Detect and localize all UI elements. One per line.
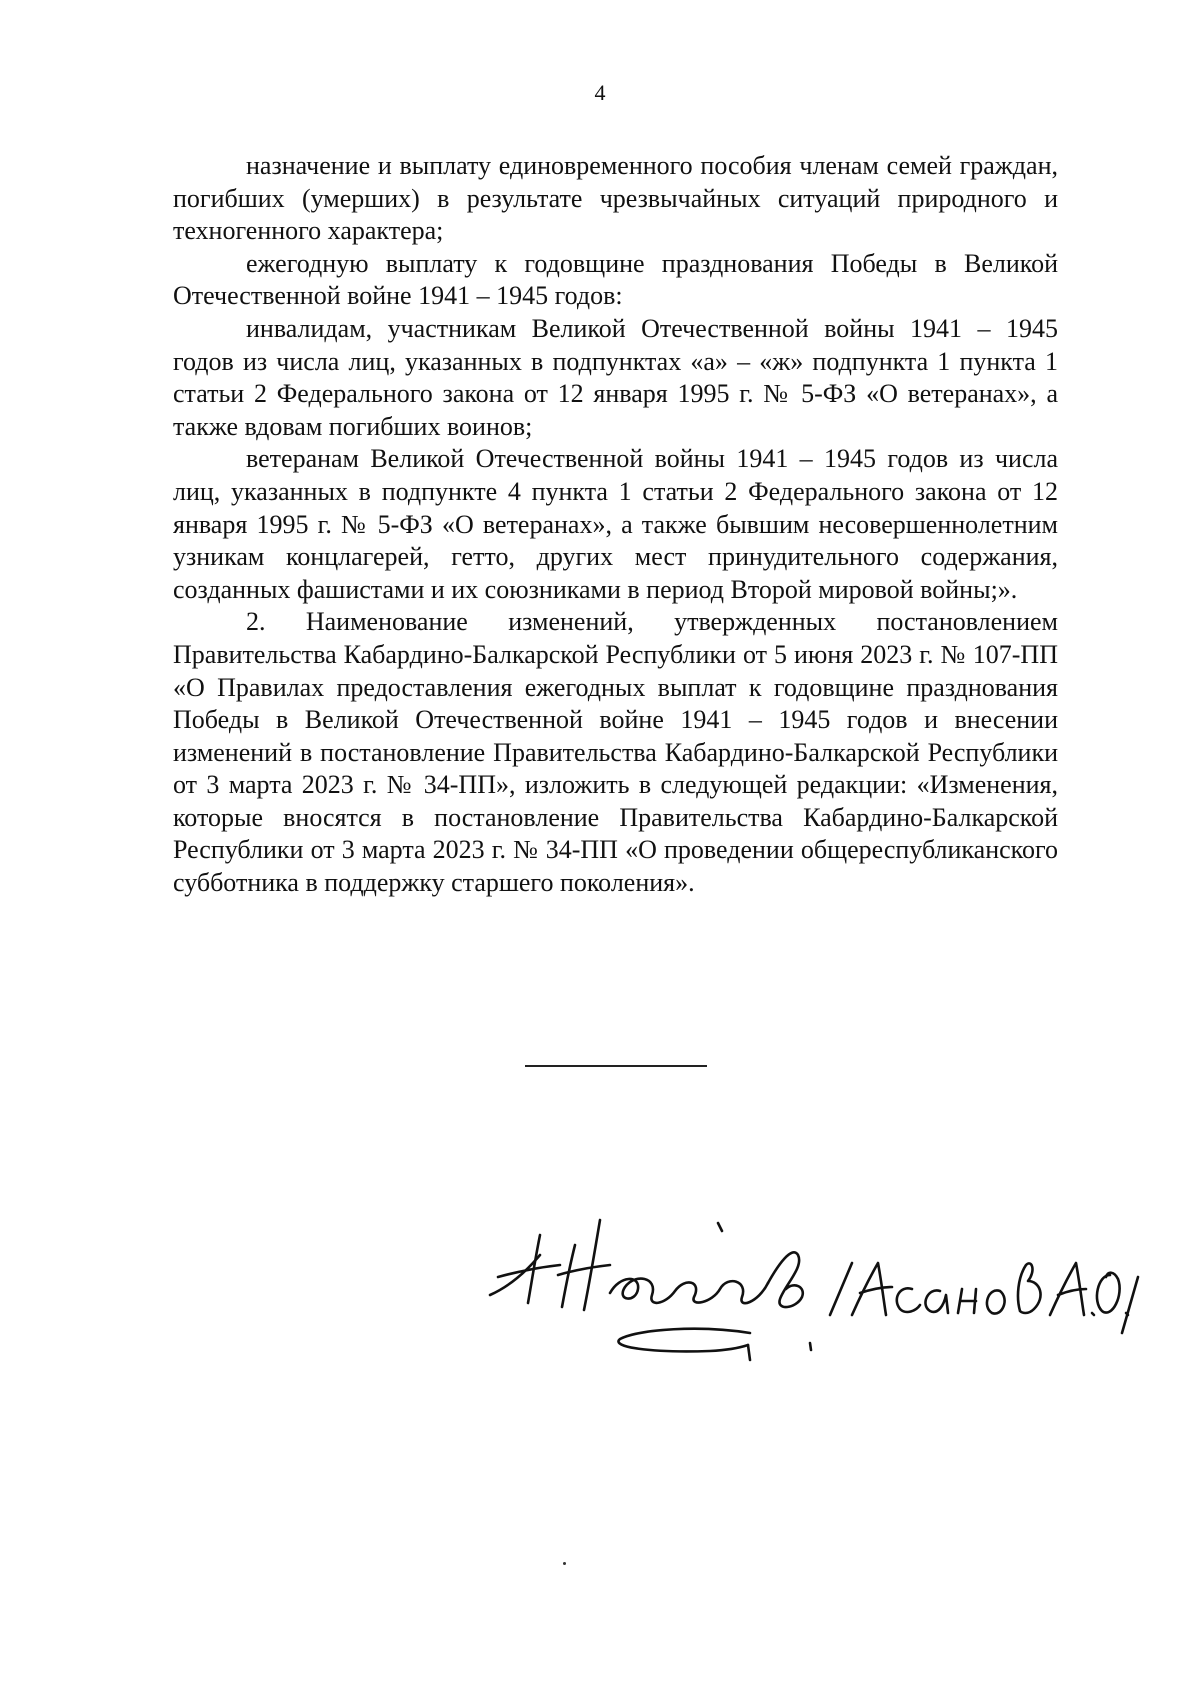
paragraph-veterans: ветеранам Великой Отечественной войны 1941 – 1945 годов из числа лиц, указанных в подпункте 4 пункта 1 статьи 2 Федерального закона от 12 января 1995 г. № 5-ФЗ «О ветеранах», а также бывшим несовершеннолетним узникам концлагерей, гетто, других мест принудительного содержания, созданных фашистами и их союзниками в период Второй мировой войны;».	[173, 444, 1058, 604]
handwritten-signature	[480, 1215, 1140, 1395]
scan-dot	[563, 1562, 566, 1565]
paragraph-item-2: 2. Наименование изменений, утвержденных постановлением Правительства Кабардино-Балкарской Республики от 5 июня 2023 г. № 107-ПП «О Правилах предоставления ежегодных выплат к годовщине празднования Победы в Великой Отечественной войне 1941 – 1945 годов и внесении изменений в постановление Правительства Кабардино-Балкарской Республики от 3 марта 2023 г. № 34-ПП», изложить в следующей редакции: «Изменения, которые вносятся в постановление Правительства Кабардино-Балкарской Республики от 3 марта 2023 г. № 34-ПП «О проведении общереспубликанского субботника в поддержку старшего поколения».	[173, 607, 1058, 898]
document-body	[173, 150, 1058, 900]
paragraph-lump-sum-benefit: назначение и выплату единовременного пособия членам семей граждан, погибших (умерших) в результате чрезвычайных ситуаций природного и техногенного характера;	[173, 151, 1058, 246]
page-number: 4	[594, 80, 606, 105]
separator-line	[525, 1065, 707, 1067]
paragraph-invalids-participants: инвалидам, участникам Великой Отечественной войны 1941 – 1945 годов из числа лиц, указанных в подпунктах «а» – «ж» подпункта 1 пункта 1 статьи 2 Федерального закона от 12 января 1995 г. № 5-ФЗ «О ветеранах», а также вдовам погибших воинов;	[173, 313, 1058, 441]
paragraph-annual-payment: ежегодную выплату к годовщине празднования Победы в Великой Отечественной войне 1941 – 1945 годов:	[173, 248, 1058, 311]
